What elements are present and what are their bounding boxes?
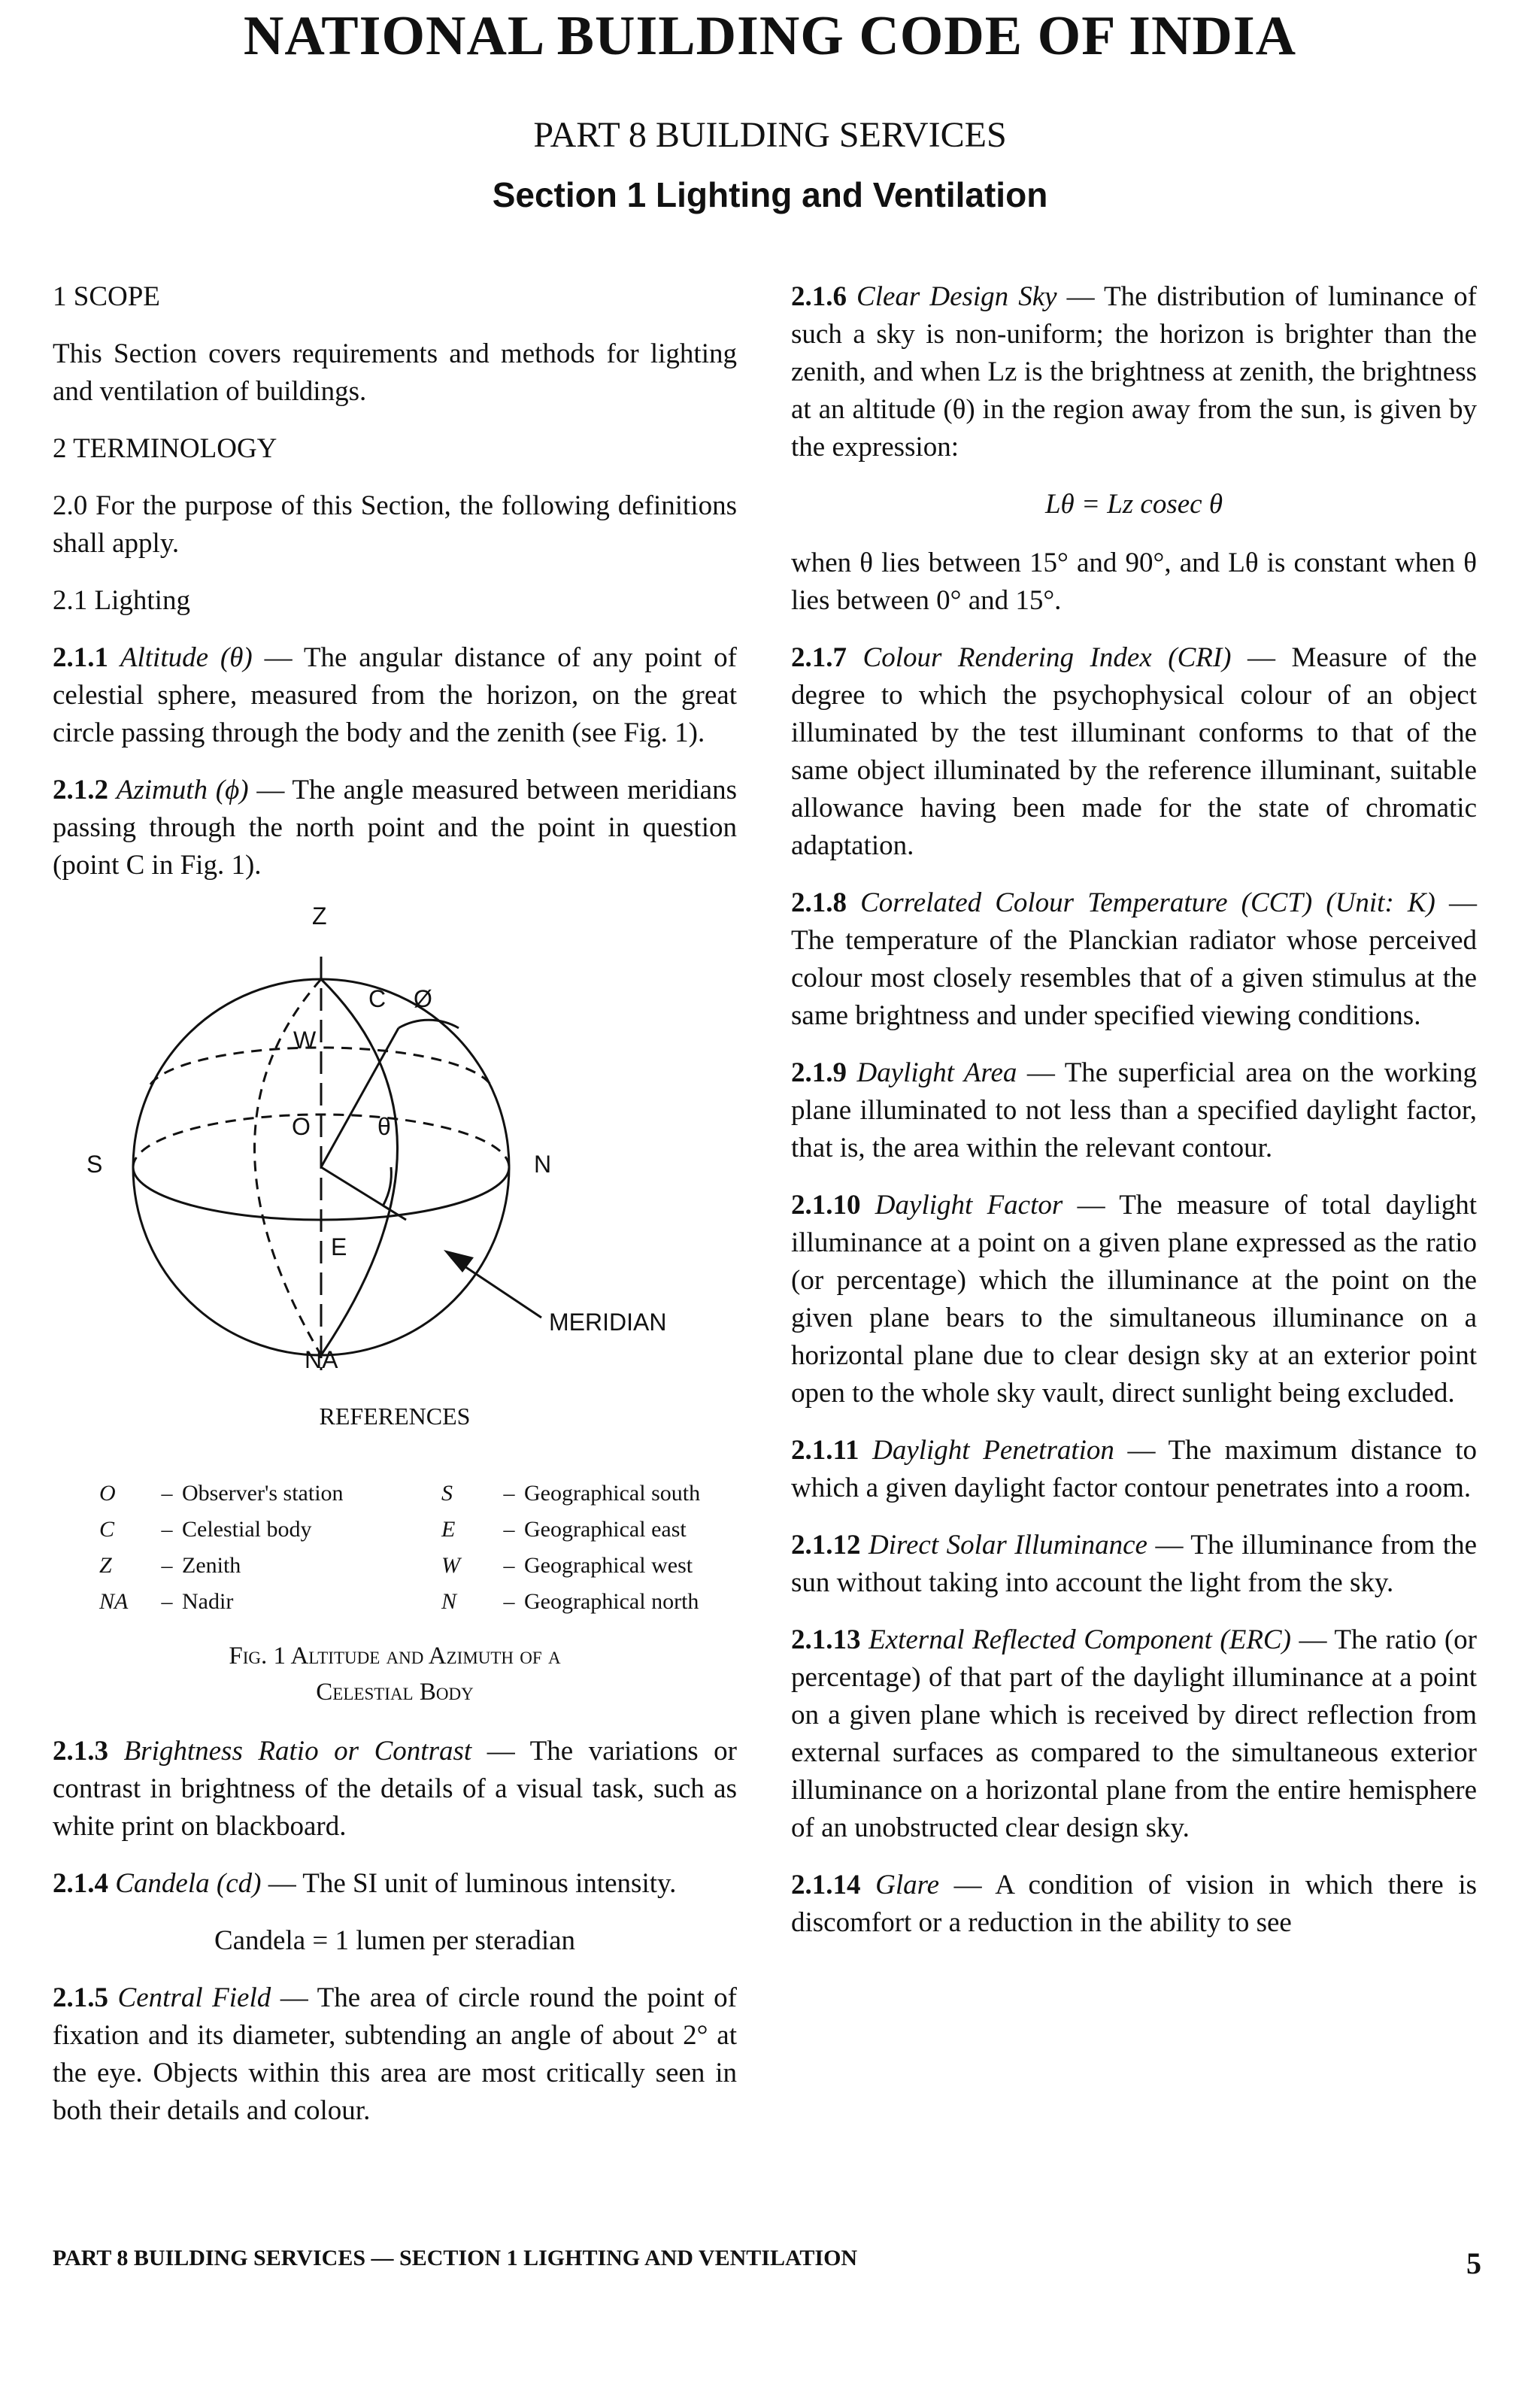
clause-term: Clear Design Sky <box>856 281 1057 312</box>
footer-running-title: PART 8 BUILDING SERVICES — SECTION 1 LIGHTING AND VENTILATION <box>53 2246 858 2270</box>
celestial-sphere-figure <box>53 904 737 1476</box>
ref-value: Celestial body <box>182 1517 312 1542</box>
ref-value: Geographical south <box>524 1481 701 1506</box>
clause-text: — The area of circle round the point of fixation and its diameter, subtending an angle of about 2° at the eye. Objects within this area are most critically seen in both their details and colour. <box>53 1982 737 2126</box>
right-column <box>791 278 1477 1961</box>
label-north: N <box>534 1151 552 1178</box>
ref-value: Geographical west <box>524 1553 693 1578</box>
ref-dash: – <box>503 1517 515 1542</box>
ref-key: E <box>441 1517 456 1542</box>
clause-text: — The measure of total daylight illuminance at a point on a given plane expressed as the ratio (or percentage) which the illuminance at the point on the given plane bears to the simultaneous illuminance on a horizontal plane due to clear design sky at an exterior point open to the whole sky vault, direct sunlight being excluded. <box>791 1190 1478 1409</box>
page-footer <box>53 2246 1481 2281</box>
clause-2-1-14 <box>791 1867 1477 1942</box>
label-nadir: NA <box>305 1346 338 1373</box>
clause-term: Daylight Penetration <box>872 1435 1114 1466</box>
clause-term: External Reflected Component (ERC) <box>869 1624 1291 1655</box>
clause-2-1-4 <box>53 1865 737 1903</box>
candela-equation: Candela = 1 lumen per steradian <box>214 1925 576 1956</box>
left-column <box>53 278 737 2149</box>
ref-dash: – <box>503 1589 515 1614</box>
clause-text: — The illuminance from the sun without taking into account the light from the sky. <box>791 1530 1477 1598</box>
reference-row <box>53 1548 737 1584</box>
reference-row <box>53 1584 737 1620</box>
reference-row <box>53 1512 737 1548</box>
ref-key: W <box>441 1553 460 1578</box>
clause-2-1-1 <box>53 639 737 752</box>
clause-text: — The maximum distance to which a given daylight factor contour penetrates into a room. <box>791 1435 1478 1503</box>
clause-term: Central Field <box>117 1982 271 2013</box>
phi-arc <box>399 1020 459 1028</box>
theta-arc <box>383 1167 391 1205</box>
clause-term: Candela (cd) <box>115 1868 262 1899</box>
clause-number: 2.1.8 <box>791 887 847 918</box>
caption-line: Celestial Body <box>316 1679 474 1706</box>
clause-2-1-6 <box>791 278 1477 466</box>
clause-term: Colour Rendering Index (CRI) <box>862 642 1232 673</box>
label-altitude: θ <box>377 1113 391 1140</box>
clause-text: — The angular distance of any point of celestial sphere, measured from the horizon, on the great circle passing through the body and the zenith (see Fig. 1). <box>53 642 738 748</box>
label-azimuth: Ø <box>414 985 432 1012</box>
clause-term: Glare <box>875 1870 940 1900</box>
label-observer: O <box>292 1113 311 1140</box>
document-title: NATIONAL BUILDING CODE OF INDIA <box>243 5 1297 67</box>
ref-value: Geographical east <box>524 1517 687 1542</box>
clause-number: 2.1.2 <box>53 775 108 805</box>
clause-2-1-10 <box>791 1187 1477 1412</box>
clause-2-1-12 <box>791 1527 1477 1602</box>
label-meridian: MERIDIAN <box>549 1309 667 1336</box>
ref-key: Z <box>99 1553 112 1578</box>
clause-text: — A condition of vision in which there is discomfort or a reduction in the ability to see <box>791 1870 1477 1938</box>
clause-text: — The variations or contrast in brightness of the details of a visual task, such as white print on blackboard. <box>53 1736 737 1842</box>
part-heading: PART 8 BUILDING SERVICES <box>533 115 1007 155</box>
references-table <box>53 1476 737 1620</box>
clause-number: 2.1.12 <box>791 1530 861 1560</box>
ref-key: S <box>441 1481 453 1506</box>
clause-text: — The temperature of the Planckian radiator whose perceived colour most closely resembles that of a given stimulus at the same brightness and under specified viewing conditions. <box>791 887 1477 1031</box>
clause-2-1-8 <box>791 884 1477 1035</box>
clause-2-0: 2.0 For the purpose of this Section, the following definitions shall apply. <box>53 490 737 559</box>
ref-dash: – <box>161 1553 173 1578</box>
ref-key: C <box>99 1517 115 1542</box>
clause-number: 2.1.3 <box>53 1736 108 1767</box>
clause-2-1-5 <box>53 1979 737 2130</box>
ref-dash: – <box>503 1553 515 1578</box>
clause-number: 2.1.4 <box>53 1868 108 1899</box>
clause-number: 2.1.6 <box>791 281 847 312</box>
label-zenith: Z <box>312 902 327 930</box>
caption-line: Fig. 1 Altitude and Azimuth of a <box>229 1642 561 1670</box>
clause-term: Azimuth (ϕ) <box>116 775 249 805</box>
ref-key: O <box>99 1481 116 1506</box>
clause-text: — The superficial area on the working plane illuminated to not less than a specified daylight factor, that is, the area within the relevant contour. <box>791 1057 1477 1163</box>
luminance-formula: Lθ = Lz cosec θ <box>1044 489 1223 520</box>
clause-term: Direct Solar Illuminance <box>868 1530 1147 1560</box>
clause-term: Brightness Ratio or Contrast <box>123 1736 472 1767</box>
clause-number: 2.1.14 <box>791 1870 861 1900</box>
ref-value: Zenith <box>182 1553 241 1578</box>
clause-text: — Measure of the degree to which the psychophysical colour of an object illuminated by the test illuminant conforms to that of the same object illuminated by the reference illuminant, suitable allowance having been made for the state of chromatic adaptation. <box>791 642 1477 861</box>
clause-number: 2.1.13 <box>791 1624 861 1655</box>
clause-2-1-2 <box>53 772 737 884</box>
label-west: W <box>293 1027 317 1054</box>
reference-row <box>53 1476 737 1512</box>
ref-dash: – <box>161 1589 173 1614</box>
clause-number: 2.1.11 <box>791 1435 859 1466</box>
clause-term: Altitude (θ) <box>120 642 253 673</box>
clause-2-1-11 <box>791 1432 1477 1507</box>
clause-2-1-13 <box>791 1621 1477 1847</box>
label-east: E <box>331 1233 347 1260</box>
clause-number: 2.1.1 <box>53 642 108 673</box>
section-heading: Section 1 Lighting and Ventilation <box>492 175 1048 214</box>
clause-number: 2.1.9 <box>791 1057 847 1088</box>
lighting-heading: 2.1 Lighting <box>53 585 190 616</box>
terminology-heading: 2 TERMINOLOGY <box>53 433 277 464</box>
label-south: S <box>86 1151 103 1178</box>
clause-term: Daylight Factor <box>875 1190 1063 1221</box>
clause-number: 2.1.5 <box>53 1982 108 2013</box>
clause-term: Correlated Colour Temperature (CCT) (Unit: K) <box>860 887 1435 918</box>
clause-2-1-9 <box>791 1054 1477 1167</box>
clause-number: 2.1.10 <box>791 1190 861 1221</box>
ref-dash: – <box>503 1481 515 1506</box>
scope-text: This Section covers requirements and methods for lighting and ventilation of buildings. <box>53 338 737 407</box>
ref-key: NA <box>99 1589 129 1614</box>
label-celestial-body: C <box>368 985 387 1012</box>
figure-caption <box>53 1638 737 1710</box>
scope-heading: 1 SCOPE <box>53 281 160 312</box>
page-number: 5 <box>1466 2246 1481 2280</box>
ref-key: N <box>441 1589 457 1614</box>
clause-text: — The distribution of luminance of such a sky is non-uniform; the horizon is brighter than the zenith, and when Lz is the brightness at zenith, the brightness at an altitude (θ) in the region away from the sun, is given by the expression: <box>791 281 1477 463</box>
clause-term: Daylight Area <box>856 1057 1017 1088</box>
ref-dash: – <box>161 1481 173 1506</box>
clause-text: — The angle measured between meridians passing through the north point and the point in question (point C in Fig. 1). <box>53 775 737 881</box>
ref-value: Nadir <box>182 1589 234 1614</box>
clause-2-1-7 <box>791 639 1477 865</box>
sphere-diagram <box>53 904 737 1373</box>
ref-dash: – <box>161 1517 173 1542</box>
references-title: REFERENCES <box>319 1403 471 1430</box>
ref-value: Observer's station <box>182 1481 344 1506</box>
references-block <box>53 1393 737 1442</box>
ref-value: Geographical north <box>524 1589 699 1614</box>
clause-2-1-3 <box>53 1733 737 1846</box>
formula-note: when θ lies between 15° and 90°, and Lθ is constant when θ lies between 0° and 15°. <box>791 547 1477 616</box>
clause-text: — The SI unit of luminous intensity. <box>261 1868 677 1899</box>
clause-number: 2.1.7 <box>791 642 847 673</box>
clause-text: — The ratio (or percentage) of that part of the daylight illuminance at a point on a given plane which is received by direct reflection from external surfaces as compared to the simultaneous exterior illuminance on a horizontal plane from the entire hemisphere of an unobstructed clear design sky. <box>791 1624 1477 1843</box>
meridian-arc <box>321 979 398 1355</box>
